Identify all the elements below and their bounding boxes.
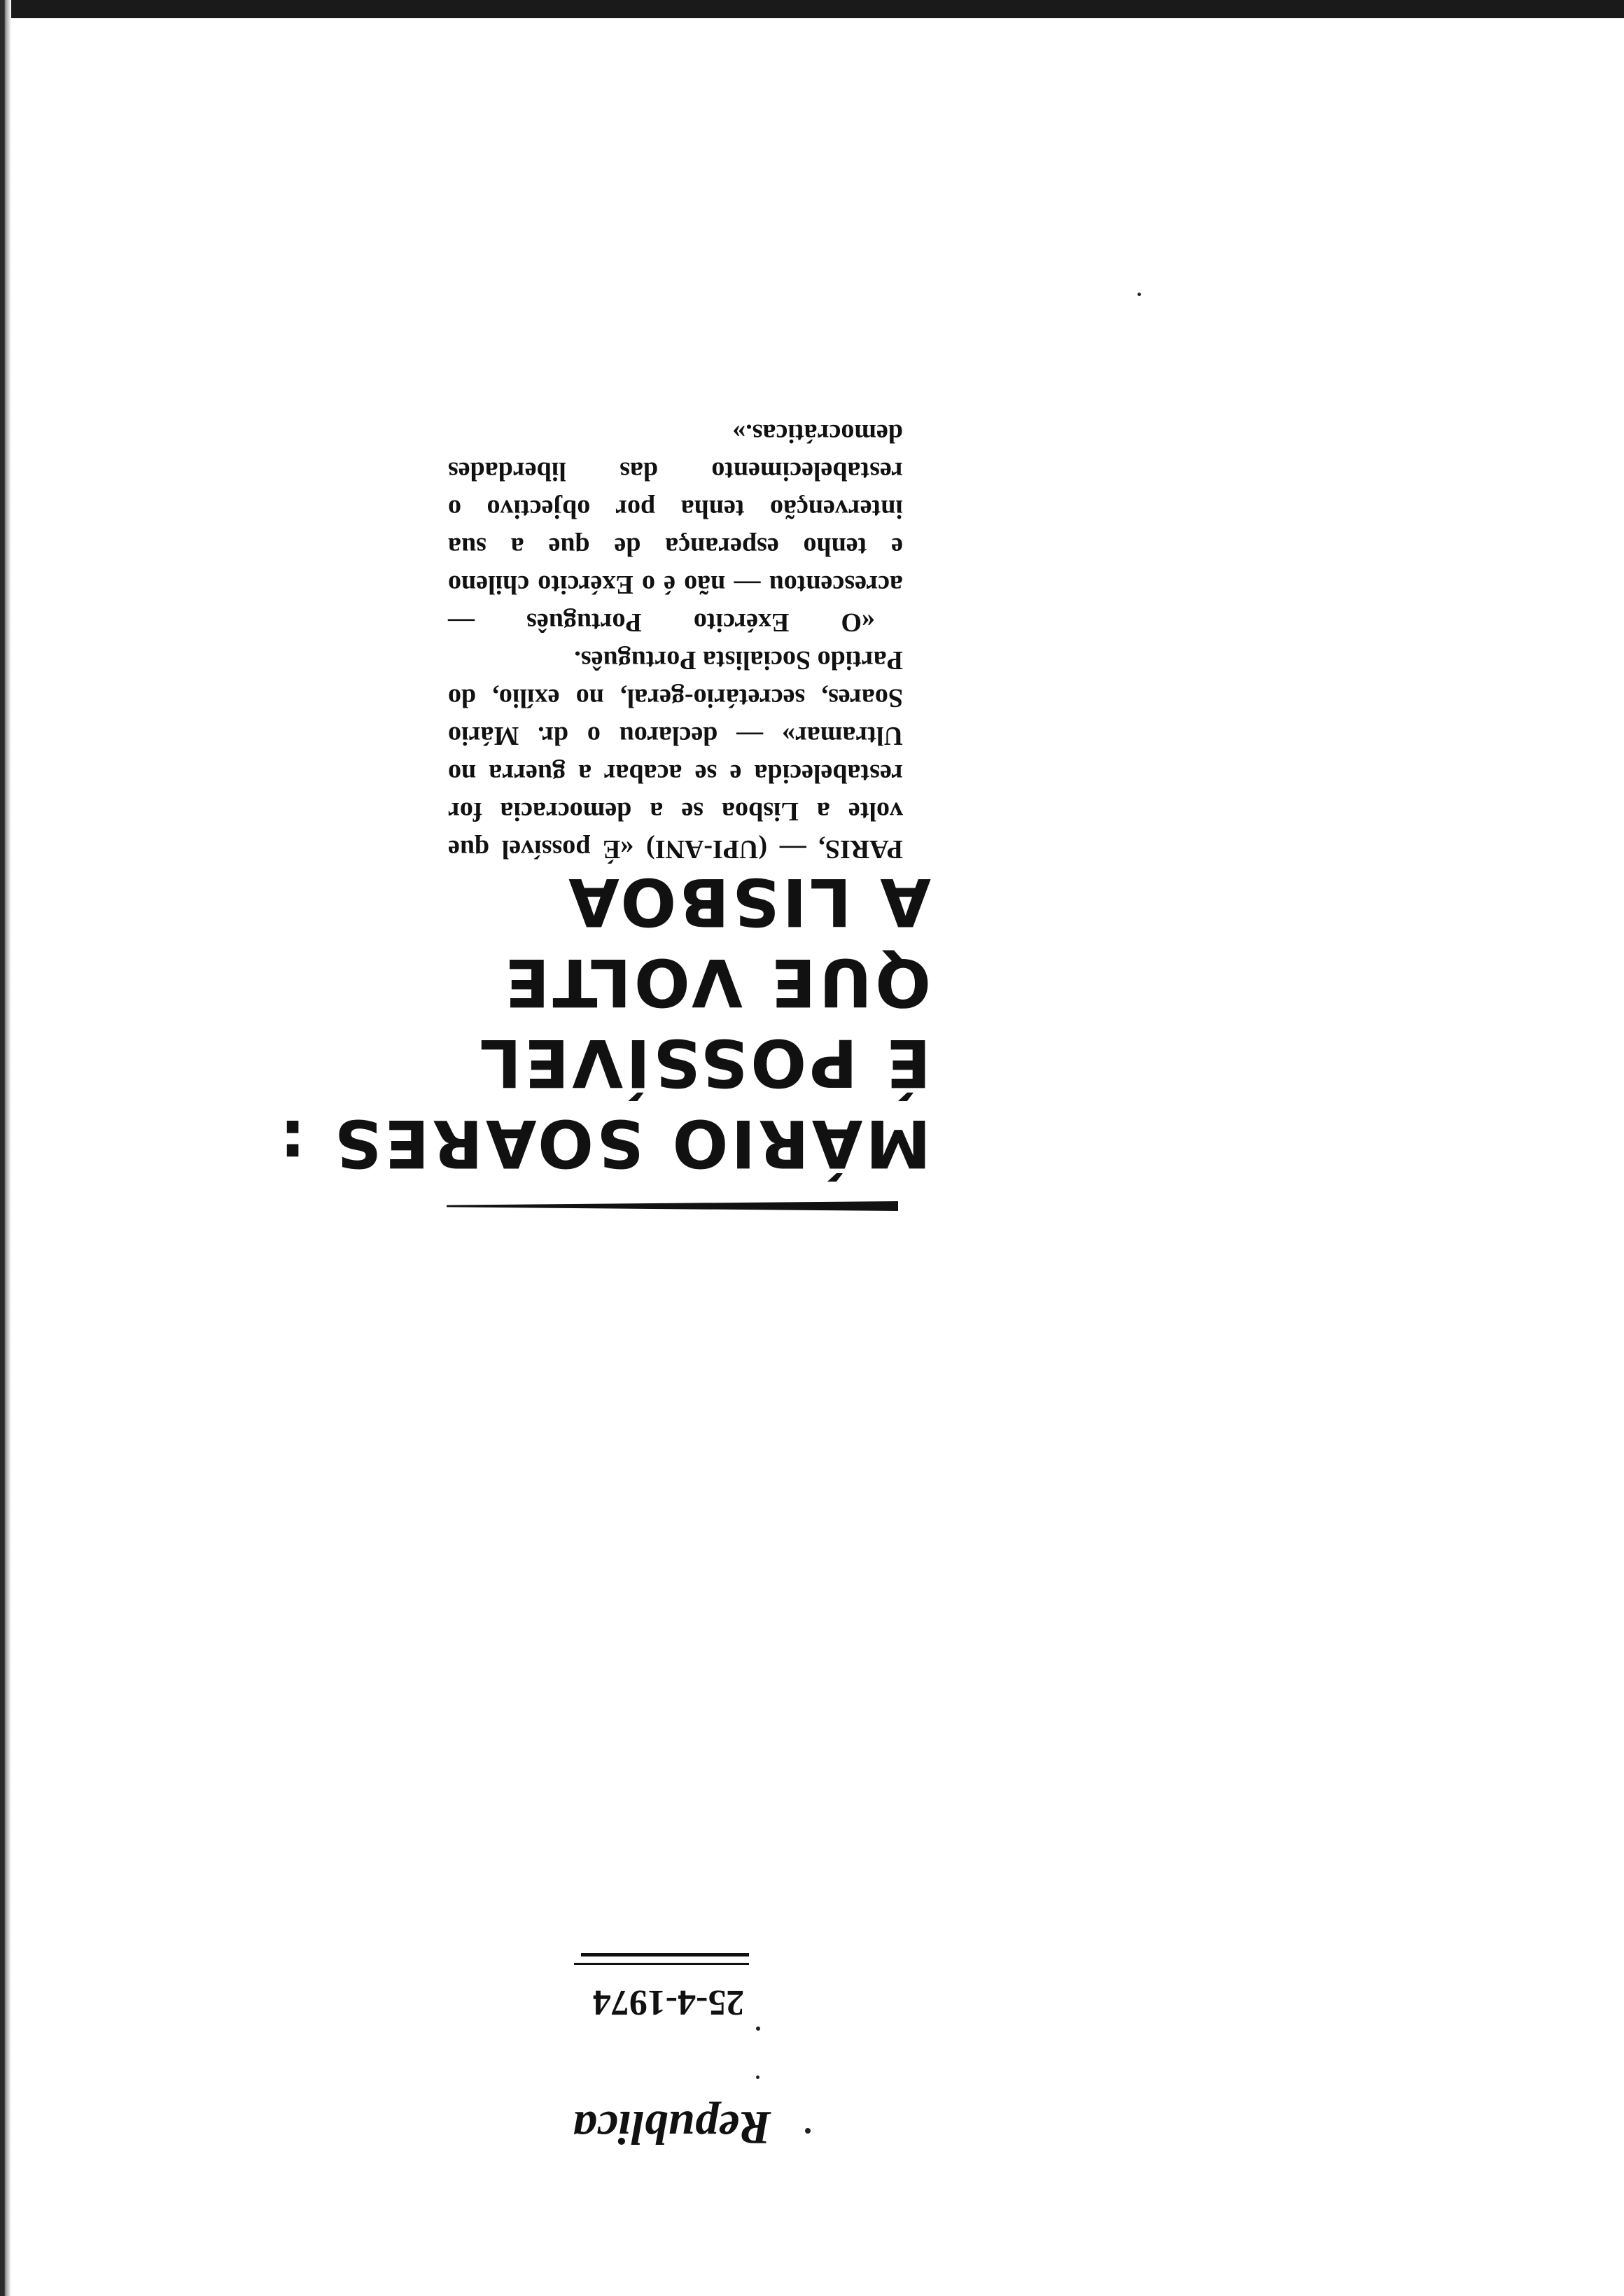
headline-line-3: QUE VOLTE [502,944,931,1020]
scan-speck [805,2128,811,2134]
paragraph-1: PARIS, — (UPI-ANI) «É possível que volte a Lisboa se a democracia for restabelecida e se acabar a guerra no Ultramar» — declarou o dr. Mário Soares, secretário-geral, no exílio, do Partido Socialista Português. [448,645,903,864]
headline-rule [447,1201,898,1211]
headline-line-2: É POSSÍVEL [477,1024,931,1100]
clipping-date: 25-4-1974 [592,1982,745,2022]
scan-left-border [0,0,11,2296]
headline-line-4: A LISBOA [566,863,931,939]
paragraph-2: «O Exército Português — acrescentou — não é o Exército chileno e tenho esperança de que a sua intervenção tenha por objectivo o restabelecimento das liberdades democráticas.» [448,419,903,637]
scan-top-border [0,0,1624,18]
headline-line-1: MÁRIO SOARES : [276,1105,931,1181]
scan-speck [1138,293,1141,296]
article-body [448,308,903,868]
date-rule-2 [574,1963,749,1965]
headline [276,861,931,1183]
date-rule [581,1953,749,1956]
scan-speck [756,2026,760,2031]
scan-speck [756,2076,760,2079]
newspaper-name: Republica [573,2101,771,2155]
